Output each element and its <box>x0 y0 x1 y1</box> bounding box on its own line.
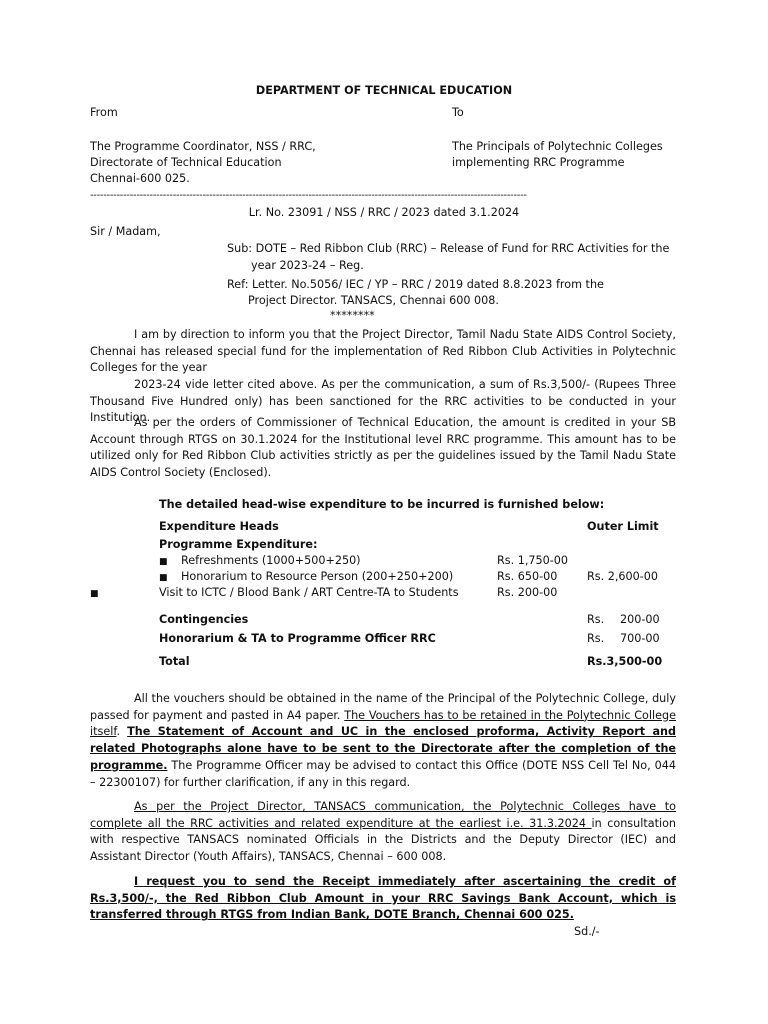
to-line-2: implementing RRC Programme <box>452 156 625 169</box>
contingencies-amount: 200-00 <box>620 613 660 626</box>
contingencies-label: Contingencies <box>159 613 249 626</box>
paragraph-4-deadline-note: As per the Project Director, TANSACS communication, the Polytechnic Colleges have to complete all the RRC activities and related expenditure at the earliest i.e. 31.3.2024 <box>90 800 676 830</box>
total-label: Total <box>159 655 190 668</box>
paragraph-2: As per the orders of Commissioner of Technical Education, the amount is credited in your SB Account through RTGS on 30.1.2024 for the Institutional level RRC programme. This amount has to be utilized only for Red Ribbon Club activities strictly as per the guidelines issued by the Tamil Nadu State AIDS Control Society (Enclosed). <box>90 416 676 480</box>
reference-line-1: Ref: Letter. No.5056/ IEC / YP – RRC / 2019 dated 8.8.2023 from the <box>227 278 604 291</box>
paragraph-1: I am by direction to inform you that the Project Director, Tamil Nadu State AIDS Control Society, Chennai has released special fund for the implementation of Red Ribbon Club Activities in Polytechnic Colleges for the year <box>90 328 676 375</box>
programme-total-amount: Rs. 2,600-00 <box>587 570 659 583</box>
paragraph-3-plain-2: The Programme Officer may be advised to contact this Office (DOTE NSS Cell Tel No, 044 – 22300107) for further clarification, if any in this regard. <box>90 758 676 789</box>
subject-line-2: year 2023-24 – Reg. <box>251 259 364 272</box>
subject-line-1: Sub: DOTE – Red Ribbon Club (RRC) – Release of Fund for RRC Activities for the <box>227 242 670 255</box>
programme-expenditure-label: Programme Expenditure: <box>159 538 318 551</box>
paragraph-3-plain-1: All the vouchers should be obtained in the name of the Principal of the Polytechnic College, duly passed for payment and pasted in A4 paper. <box>90 692 676 722</box>
item-refreshments-amount: Rs. 1,750-00 <box>497 554 569 567</box>
department-heading: DEPARTMENT OF TECHNICAL EDUCATION <box>255 84 513 97</box>
header-divider: ------------------------------------------------------------------------------------------------------------------------------------ <box>90 190 527 201</box>
outer-limit-label: Outer Limit <box>587 520 659 533</box>
paragraph-3-vouchers-note: The Vouchers has to be retained in the Polytechnic College itself <box>90 708 676 739</box>
reference-line-2: Project Director. TANSACS, Chennai 600 008. <box>248 294 499 307</box>
item-visit-amount: Rs. 200-00 <box>497 586 558 599</box>
from-line-2: Directorate of Technical Education <box>90 156 282 169</box>
item-refreshments-label: Refreshments (1000+500+250) <box>181 554 361 567</box>
paragraph-3-statement-note: The Statement of Account and UC in the enclosed proforma, Activity Report and related Photographs alone have to be sent to the Directorate after the completion of the programme. <box>90 725 677 772</box>
to-label: To <box>452 106 464 119</box>
honorarium-officer-amount: 700-00 <box>620 632 660 645</box>
contingencies-rs: Rs. <box>587 613 605 626</box>
to-line-1: The Principals of Polytechnic Colleges <box>452 140 663 153</box>
item-honorarium-amount: Rs. 650-00 <box>497 570 558 583</box>
paragraph-1-continued: 2023-24 vide letter cited above. As per the communication, a sum of Rs.3,500/- (Rupees Three Thousand Five Hundred only) has been sanctioned for the RRC activities to be conducted in your Institution. <box>90 378 676 425</box>
from-line-1: The Programme Coordinator, NSS / RRC, <box>90 140 316 153</box>
paragraph-5: I request you to send the Receipt immediately after ascertaining the credit of Rs.3,500/-, the Red Ribbon Club Amount in your RRC Savings Bank Account, which is transferred through RTGS from Indian Bank, DOTE Branch, Chennai 600 025. <box>90 875 676 922</box>
expenditure-intro: The detailed head-wise expenditure to be incurred is furnished below: <box>159 498 605 511</box>
paragraph-4-plain: in consultation with respective TANSACS nominated Officials in the Districts and the Deputy Director (IEC) and Assistant Director (Youth Affairs), TANSACS, Chennai – 600 008. <box>90 816 677 864</box>
salutation: Sir / Madam, <box>90 225 161 238</box>
bullet-icon: ■ <box>90 589 99 599</box>
expenditure-heads-label: Expenditure Heads <box>159 520 279 533</box>
item-honorarium-label: Honorarium to Resource Person (200+250+200) <box>181 570 454 583</box>
honorarium-officer-rs: Rs. <box>587 632 605 645</box>
paragraph-3-period: . <box>116 725 128 739</box>
total-amount: Rs.3,500-00 <box>587 655 663 668</box>
paragraph-3 <box>90 691 676 791</box>
bullet-icon: ■ <box>159 557 168 567</box>
honorarium-officer-label: Honorarium & TA to Programme Officer RRC <box>159 632 436 645</box>
paragraph-4 <box>90 799 676 866</box>
letter-number: Lr. No. 23091 / NSS / RRC / 2023 dated 3.1.2024 <box>248 206 520 219</box>
from-line-3: Chennai-600 025. <box>90 172 190 185</box>
reference-stars: ******** <box>330 309 375 322</box>
item-visit-label: Visit to ICTC / Blood Bank / ART Centre-TA to Students <box>159 586 459 599</box>
signature: Sd./- <box>574 925 600 938</box>
bullet-icon: ■ <box>159 573 168 583</box>
from-label: From <box>90 106 118 119</box>
